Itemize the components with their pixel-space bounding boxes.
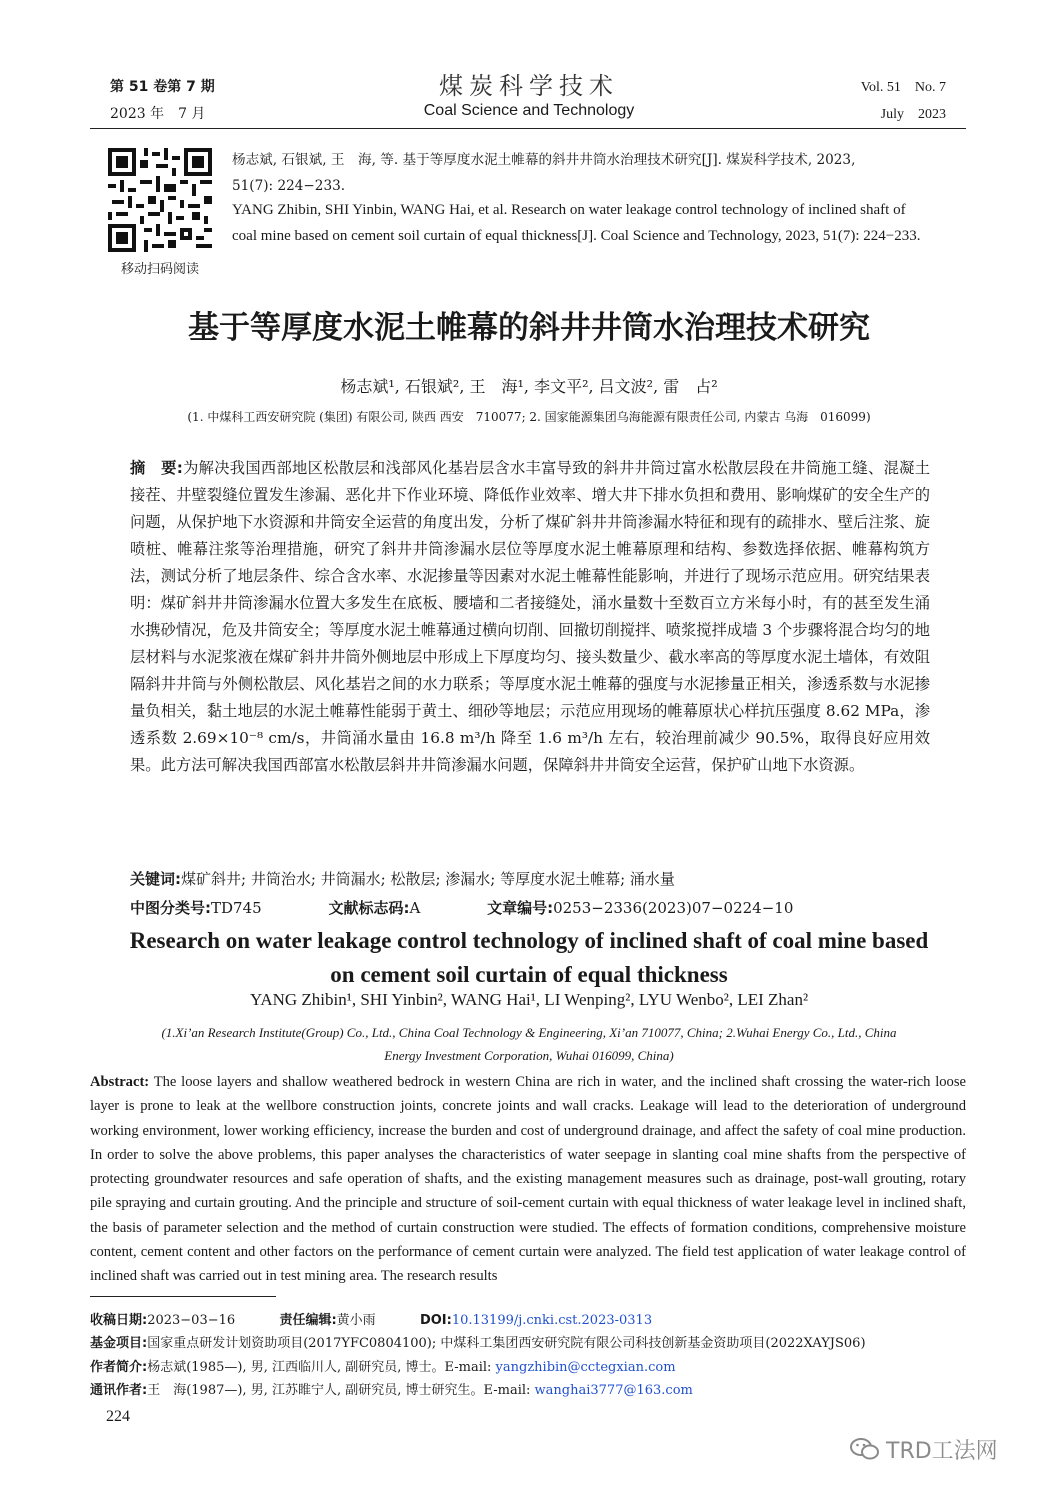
fund-value: 国家重点研发计划资助项目(2017YFC0804100); 中煤科工集团西安研究院有限公司科技创新基金资助项目(2022XAYJS06) — [147, 1336, 866, 1351]
abstract-en — [90, 1070, 966, 1289]
title-en-line1: Research on water leakage control technology of inclined shaft of coal mine based — [129, 928, 929, 953]
citation-cn-line2: 51(7): 224−233. — [232, 178, 346, 194]
affiliations-en-line1: (1.Xi’an Research Institute(Group) Co., Ltd., China Coal Technology & Engineering, Xi’an 710077, China; 2.Wuhai Energy Co., Ltd., China — [161, 1025, 897, 1040]
doi-link[interactable]: 10.13199/j.cnki.cst.2023-0313 — [451, 1313, 653, 1328]
doi-label: DOI: — [419, 1313, 452, 1328]
title-en-line2: on cement soil curtain of equal thickness — [330, 962, 728, 987]
keywords-label: 关键词: — [130, 870, 181, 888]
citation-cn-line1: 杨志斌, 石银斌, 王 海, 等. 基于等厚度水泥土帷幕的斜井井筒水治理技术研究[J]. 煤炭科学技术, 2023, — [232, 152, 856, 168]
abstract-cn-label: 摘 要: — [130, 459, 183, 477]
classification-line — [130, 897, 970, 918]
qr-label: 移动扫码阅读 — [120, 262, 199, 277]
affiliations-cn: (1. 中煤科工西安研究院 (集团) 有限公司, 陕西 西安 710077; 2. 国家能源集团乌海能源有限责任公司, 内蒙古 乌海 016099) — [187, 410, 871, 424]
watermark-text: TRD工法网 — [886, 1439, 998, 1464]
footnote-rule — [90, 1296, 276, 1297]
editor-label: 责任编辑: — [279, 1313, 337, 1328]
abstract-cn-text: 为解决我国西部地区松散层和浅部风化基岩层含水丰富导致的斜井井筒过富水松散层段在井筒施工缝、混凝土接茬、井壁裂缝位置发生渗漏、恶化井下作业环境、降低作业效率、增大井下排水负担和费用、影响煤矿的安全生产的问题，从保护地下水资源和井筒安全运营的角度出发，分析了煤矿斜井井筒渗漏水特征和现有的疏排水、壁后注浆、旋喷桩、帷幕注浆等治理措施，研究了斜井井筒渗漏水层位等厚度水泥土帷幕原理和结构、参数选择依据、帷幕构筑方法，测试分析了地层条件、综合含水率、水泥掺量等因素对水泥土帷幕性能影响，并进行了现场示范应用。研究结果表明：煤矿斜井井筒渗漏水位置大多发生在底板、腰墙和二者接缝处，涌水量数十至数百立方米每小时，有的甚至发生涌水携砂情况，危及井筒安全；等厚度水泥土帷幕通过横向切削、回撤切削搅拌、喷浆搅拌成墙 3 个步骤将混合均匀的地层材料与水泥浆液在煤矿斜井井筒外侧地层中形成上下厚度均匀、接头数量少、截水率高的等厚度水泥土墙体，有效阻隔斜井井筒与外侧松散层、风化基岩之间的水力联系；等厚度水泥土帷幕的强度与水泥掺量正相关，渗透系数与水泥掺量负相关，黏土地层的水泥土帷幕性能弱于黄土、细砂等地层；示范应用现场的帷幕原状心样抗压强度 8.62 MPa，渗透系数 2.69×10⁻⁸ cm/s，井筒涌水量由 16.8 m³/h 降至 1.6 m³/h 左右，较治理前减少 90.5%，取得良好应用效果。此方法可解决我国西部富水松散层斜井井筒渗漏水问题，保障斜井井筒安全运营，保护矿山地下水资源。 — [130, 459, 930, 774]
clc-value: TD745 — [211, 899, 262, 917]
received-value: 2023−03−16 — [147, 1313, 236, 1328]
footnote-corresponding — [90, 1379, 970, 1402]
corresponding-label: 通讯作者: — [90, 1383, 148, 1398]
journal-name-cn: 煤炭科学技术 — [439, 72, 619, 100]
author-bio-value: 杨志斌(1985—), 男, 江西临川人, 副研究员, 博士。E-mail: — [147, 1360, 496, 1375]
corresponding-value: 王 海(1987—), 男, 江苏睢宁人, 副研究员, 博士研究生。E-mail: — [147, 1383, 535, 1398]
citation-en-line1: YANG Zhibin, SHI Yinbin, WANG Hai, et al. Research on water leakage control technology of inclined shaft of — [232, 202, 906, 218]
wechat-icon — [850, 1437, 880, 1467]
affiliations-en-line2: Energy Investment Corporation, Wuhai 016099, China) — [384, 1048, 674, 1063]
fund-label: 基金项目: — [90, 1336, 148, 1351]
abstract-en-label: Abstract: — [90, 1074, 150, 1090]
doc-code-label: 文献标志码: — [328, 899, 410, 917]
affiliations-en — [110, 1021, 948, 1067]
page-number: 224 — [106, 1408, 130, 1425]
doc-code-value: A — [409, 899, 421, 917]
footnote-author — [90, 1356, 970, 1379]
volume-issue-cn: 第 51 卷第 7 期 — [110, 79, 215, 95]
title-cn: 基于等厚度水泥土帷幕的斜井井筒水治理技术研究 — [188, 310, 870, 346]
author-email-link[interactable]: yangzhibin@cctegxian.com — [495, 1360, 676, 1375]
footnote-received — [90, 1309, 970, 1332]
authors-en: YANG Zhibin¹, SHI Yinbin², WANG Hai¹, LI Wenping², LYU Wenbo², LEI Zhan² — [249, 990, 809, 1009]
header-rule — [90, 128, 966, 129]
clc-label: 中图分类号: — [130, 899, 211, 917]
watermark — [850, 1434, 998, 1467]
footnote-fund — [90, 1332, 970, 1355]
keywords-cn — [130, 868, 930, 889]
author-bio-label: 作者简介: — [90, 1360, 148, 1375]
title-en — [0, 924, 1058, 992]
article-no-label: 文章编号: — [487, 899, 554, 917]
keywords-text: 煤矿斜井; 井筒治水; 井筒漏水; 松散层; 渗漏水; 等厚度水泥土帷幕; 涌水量 — [181, 870, 675, 888]
date-cn: 2023 年 7 月 — [110, 106, 206, 122]
volume-issue-en: Vol. 51 No. 7 — [860, 80, 946, 95]
qr-code-icon[interactable] — [108, 148, 212, 252]
abstract-cn — [130, 455, 930, 779]
abstract-en-text: The loose layers and shallow weathered bedrock in western China are rich in water, and the inclined shaft crossing the water-rich loose layer is prone to leak at the wellbore construction joints, concrete joints and wall cracks. Leakage will lead to the deterioration of underground working environment, lower working efficiency, increase the burden and cost of underground drainage, and affect the safety of coal mine production. In order to solve the above problems, this paper analyses the characteristics of water seepage in slanting coal mine shafts from the perspective of protecting groundwater resources and safe operation of shafts, and the existing management measures such as drainage, post-wall grouting, rotary pile spraying and curtain grouting. And the principle and structure of soil-cement curtain with equal thickness of water leakage level in inclined shaft, the basis of parameter selection and the method of curtain construction were studied. The effects of formation conditions, comprehensive moisture content, cement content and other factors on the performance of cement curtain were analyzed. The field test application of water leakage control of inclined shaft was carried out in test mining area. The research results — [90, 1074, 967, 1285]
citation-en-line2: coal mine based on cement soil curtain of equal thickness[J]. Coal Science and Technology, 2023, 51(7): 224−233. — [232, 228, 921, 244]
authors-cn: 杨志斌¹, 石银斌², 王 海¹, 李文平², 吕文波², 雷 占² — [340, 377, 718, 396]
corresponding-email-link[interactable]: wanghai3777@163.com — [534, 1383, 693, 1398]
journal-name-en: Coal Science and Technology — [423, 102, 635, 119]
article-no-value: 0253−2336(2023)07−0224−10 — [553, 899, 794, 917]
date-en: July 2023 — [880, 107, 946, 122]
received-label: 收稿日期: — [90, 1313, 148, 1328]
editor-value: 黄小雨 — [336, 1313, 376, 1328]
